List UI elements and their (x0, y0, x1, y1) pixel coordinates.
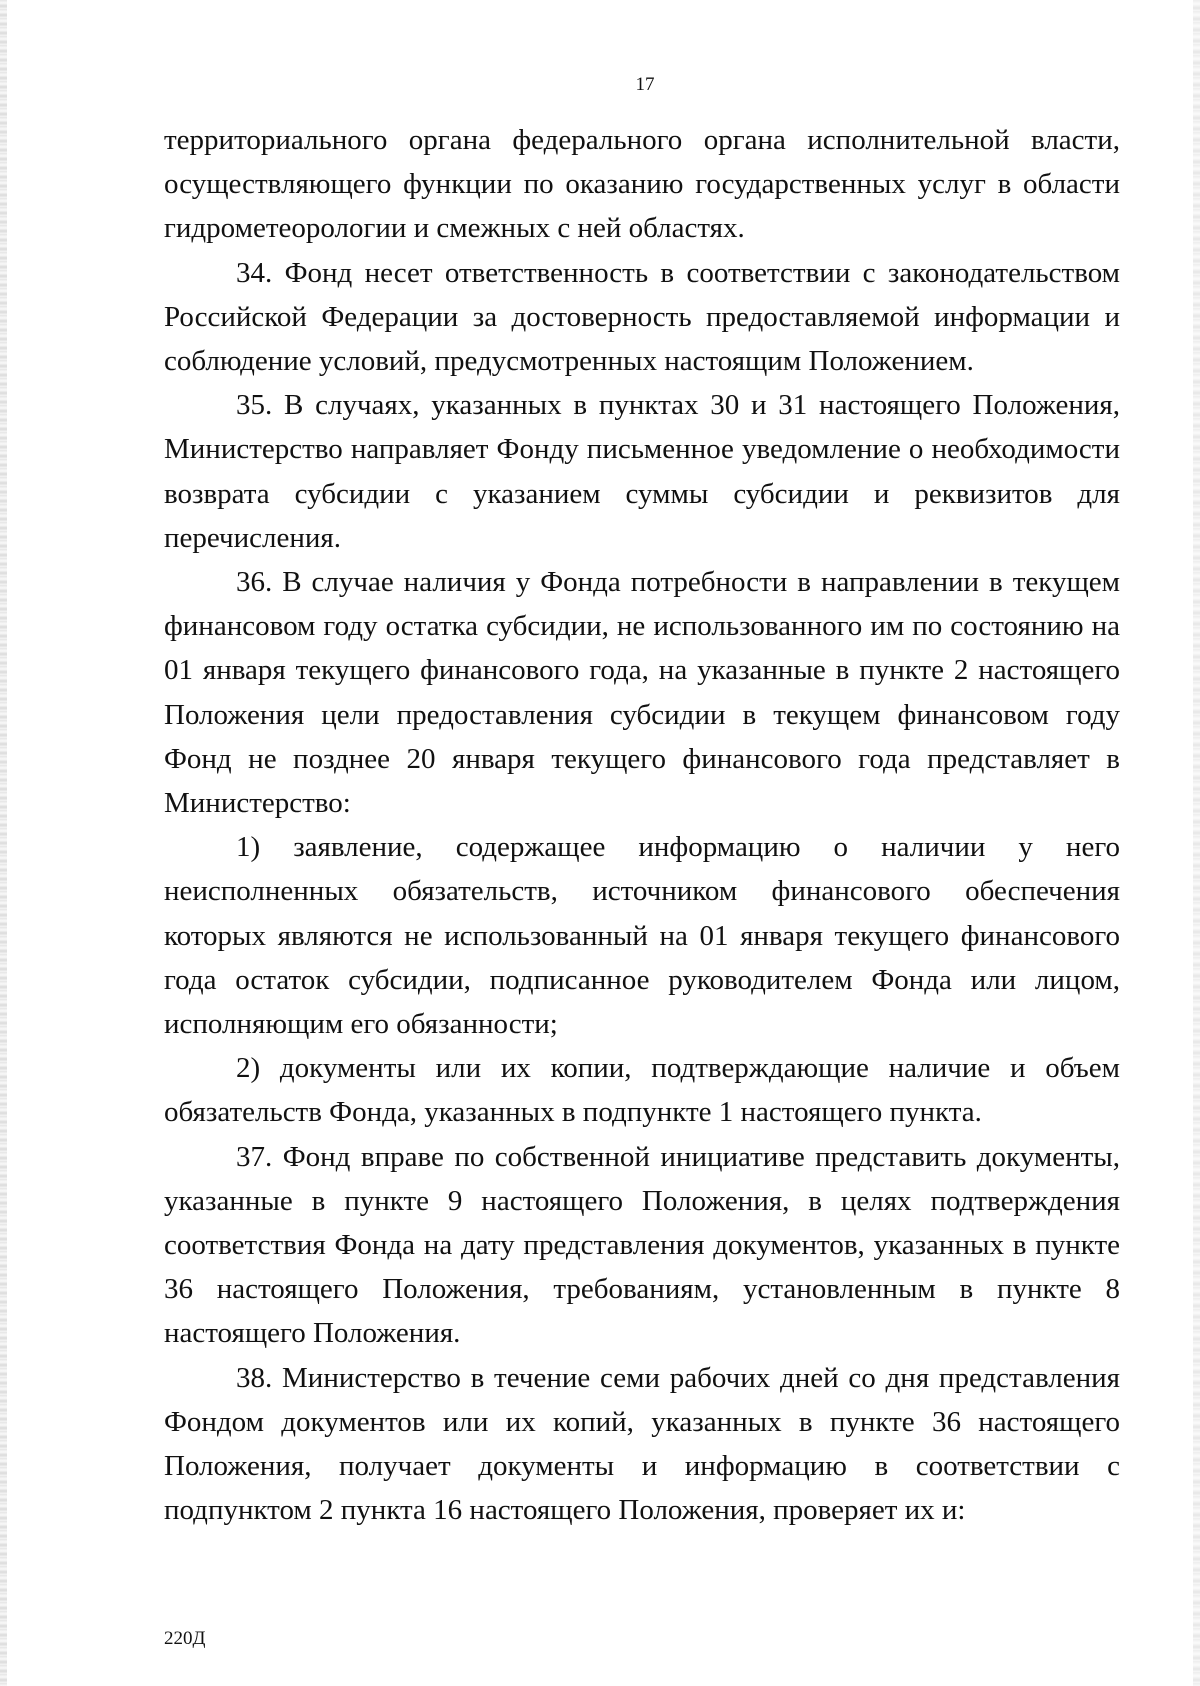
page-number: 17 (635, 74, 655, 95)
paragraph-36-item-1: 1) заявление, содержащее информацию о наличии у него неисполненных обязательств, источником финансового обеспечения которых являются не использованный на 01 января текущего финансового года остаток субсидии, подписанное руководителем Фонда или лицом, исполняющим его обязанности; (164, 831, 1120, 1041)
paragraph-38: 38. Министерство в течение семи рабочих дней со дня представления Фондом документов или их копий, указанных в пункте 36 настоящего Положения, получает документы и информацию в соответствии с подпунктом 2 пункта 16 настоящего Положения, проверяет их и: (164, 1361, 1120, 1527)
paragraph-36-item-2: 2) документы или их копии, подтверждающие наличие и объем обязательств Фонда, указанных в подпункте 1 настоящего пункта. (164, 1052, 1120, 1129)
paragraph-36: 36. В случае наличия у Фонда потребности в направлении в текущем финансовом году остатка субсидии, не использованного им по состоянию на 01 января текущего финансового года, на указанные в пункте 2 настоящего Положения цели предоставления субсидии в текущем финансовом году Фонд не позднее 20 января текущего финансового года представляет в Министерство: (164, 566, 1120, 820)
scan-edge-left (0, 0, 7, 1686)
footer-document-code: 220Д (164, 1628, 206, 1649)
paragraph-continuation: территориального органа федерального органа исполнительной власти, осуществляющего функции по оказанию государственных услуг в области гидрометеорологии и смежных с ней областях. (164, 124, 1120, 245)
paragraph-34: 34. Фонд несет ответственность в соответствии с законодательством Российской Федерации за достоверность предоставляемой информации и соблюдение условий, предусмотренных настоящим Положением. (164, 256, 1120, 378)
document-body (164, 118, 1120, 1533)
paragraph-35: 35. В случаях, указанных в пунктах 30 и 31 настоящего Положения, Министерство направляет Фонду письменное уведомление о необходимости возврата субсидии с указанием суммы субсидии и реквизитов для перечисления. (164, 389, 1120, 554)
paragraph-37: 37. Фонд вправе по собственной инициативе представить документы, указанные в пункте 9 настоящего Положения, в целях подтверждения соответствия Фонда на дату представления документов, указанных в пункте 36 настоящего Положения, требованиям, установленным в пункте 8 настоящего Положения. (164, 1140, 1120, 1350)
scan-edge-right (1193, 0, 1200, 1686)
